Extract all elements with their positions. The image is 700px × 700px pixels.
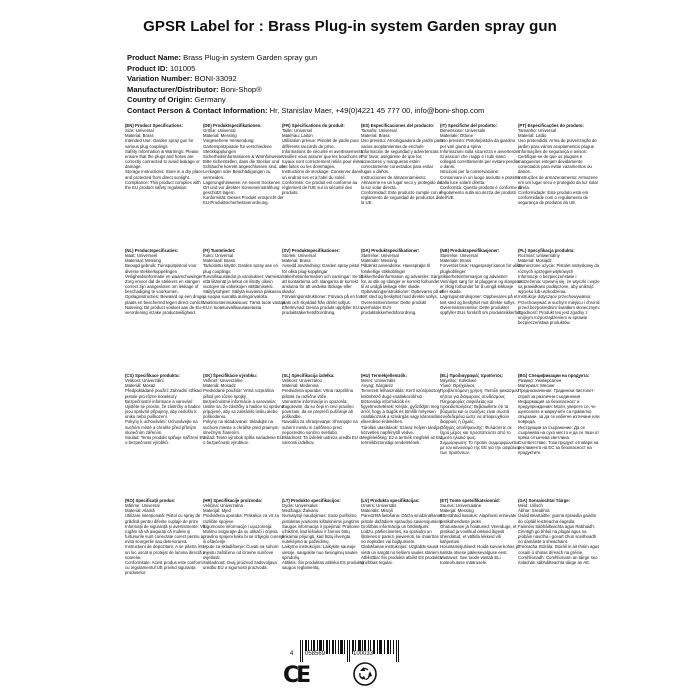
- spec-body: Størrelse: Universal Materiale: Messing Påtænkt anvendelse: Havesprøjte til forskellige stikkoblinger Sikkerhedsinformation og advarsler: Sørg for, at stik og slanger er korrekt forbundet til at undgå lækage eller skade. Opbevaringsinstruktioner: Opbevares på et tørt sted og beskyttet mod direkte sollys. Overensstemmelse: Dette produkt overholder EU's produktsikkerhedsforordning.: [361, 253, 443, 315]
- spec-band: [125, 498, 695, 623]
- spec-heading: (NB) Produktspesifikasjoner:: [440, 248, 500, 253]
- info-value: BONI-33092: [192, 74, 237, 84]
- info-variation-number: [127, 74, 687, 85]
- spec-heading: (SL) Specifikacija izdelka:: [282, 373, 335, 378]
- info-value: Brass Plug-in system Garden spray gun: [181, 53, 318, 62]
- spec-block-ro: [125, 498, 207, 620]
- specifications-grid: [125, 123, 695, 623]
- spec-heading: (ES) Especificaciones del producto:: [361, 123, 435, 128]
- info-value: Germany: [192, 95, 226, 105]
- spec-heading: (CS) Specifikace produktu:: [125, 373, 180, 378]
- info-key: Variation Number:: [127, 74, 193, 84]
- spec-body: Izmērs: Universāls Materiāls: Misiņš Paredzētā lietošana: Dārza smidzināšanas pistole dažādiem spraudņu savienojumiem Drošības informācija un brīdinājumi: Lūdzu, pārliecinieties, ka spraudņi un šļūtenes ir pareizi pievienoti, lai izvairītos no noplūdes vai bojājumiem. Glabāšanas instrukcijas: Uzglabāt sausā vietā un sargāt no tiešiem saules stariem. Atbilstība: Šis produkts atbilst ES produktu drošības regulai.: [361, 503, 443, 565]
- spec-block-pt: [518, 123, 600, 245]
- barcode-right-digits: 100033: [353, 651, 374, 657]
- spec-block-hr: [203, 498, 285, 620]
- spec-body: Taille: Universel Matériau: Laiton Utilisation prévue: Pistolet de jardin pour différents raccords de prise. Informations de sécurité et avertissements: Veuillez vous assurer que les bouchons et tuyaux sont correctement reliés pour éviter les fuites ou les dommages. Instructions de stockage: Conserver dans un endroit sec et à l'abri du soleil. Conformité: Ce produit est conforme au règlement de l'UE sur la sécurité des produits.: [282, 128, 364, 196]
- info-value: Hr. Stanislav Maer, +49(0)4221 45 777 00, info@boni-shop.com: [267, 105, 485, 115]
- spec-block-fr: [282, 123, 364, 245]
- spec-band: [125, 123, 695, 248]
- spec-block-sl: [282, 373, 364, 495]
- spec-heading: (PT) Especificações do produto:: [518, 123, 584, 128]
- info-country-of-origin: [127, 95, 687, 106]
- page-title: GPSR Label for : Brass Plug-in system Garden spray gun: [143, 18, 557, 35]
- spec-body: Dydis: Universalus Medžiaga: Žalvaris Numatytoji naudojimas: Sodo purškimo pistoletas įvairioms kištukinėms jungtims Saugos informacija ir įspėjimai: Prašome užtikrinti, kad kištukai ir žarnos būtų tinkamai prijungti, kad būtų išvengta nutekėjimo ar pažeidimų. Laikymo instrukcijos: Laikykite sausoje vietoje, saugokite nuo tiesioginių saulės spindulių. Atitiktis: Šis produktas atitinka ES produktų saugos reglamentą.: [282, 503, 364, 571]
- spec-block-sv: [282, 248, 364, 370]
- spec-block-el: [440, 373, 522, 495]
- spec-block-nb: [440, 248, 522, 370]
- spec-body: Μέγεθος: Καθολικό Υλικό: Ορείχαλκος Προβλεπόμενη χρήση: Πιστόλι ψεκασμού κήπου για διάφορους συνδέσμους Πληροφορίες ασφαλείας και προειδοποιήσεις: Βεβαιωθείτε ότι τα βύσματα και οι σωλήνες είναι σωστά συνδεδεμένα ώστε να αποφευχθούν διαρροές ή ζημιές. Οδηγίες αποθήκευσης: Φυλάσσετε σε ξηρό μέρος και προστατεύστε από το άμεσο ηλιακό φως. Συμμόρφωση: Το προϊόν συμμορφώνεται με τον κανονισμό της ΕΕ για την ασφάλεια των προϊόντων.: [440, 378, 521, 456]
- spec-block-pl: [518, 248, 600, 370]
- spec-body: Veličina: Univerzalna Materijal: Mjed Predviđena uporaba: Prskalica za vrt za različite spojeve Sigurnosne informacije i upozorenja: Molimo osigurajte da su utikači i crijeva pravilno spojeni kako bi se izbjeglo curenje ili oštećenje. Upute za skladištenje: Čuvati na suhom mjestu zaštićeno od izravne sunčeve svjetlosti. Sukladnost: Ovaj proizvod zadovoljava uredbu EU o sigurnosti proizvoda.: [203, 503, 285, 571]
- info-product-name: [127, 53, 687, 64]
- info-key: Country of Origin:: [127, 95, 193, 105]
- spec-block-sk: [203, 373, 285, 495]
- spec-heading: (DA) Produktspecifikationer:: [361, 248, 420, 253]
- spec-heading: (IT) Specifiche del prodotto:: [440, 123, 498, 128]
- spec-body: Tamanho: Universal Material: Latão Uso pretendido: Arma de pulverização de jardim para vários acoplamentos plugue Informações de segurança e avisos: Certifique-se de que os plugues e mangueiras estejam devidamente conectados para evitar vazamentos ou danos. Instruções de armazenamento: Armazene em um lugar seco e protegido da luz solar direta. Conformidade: Este produto está em conformidade com o regulamento de segurança de produtos da UE.: [518, 128, 599, 206]
- info-key: Manufacturer/Distributor:: [127, 84, 219, 94]
- spec-body: Méid: Uilíoch Ábhar: Sreabhra Úsáid Beartaithe: gunna spraeála gairdín do cúpláil leictreacha éagsúla Faisnéis Sábháilteachta agus Rabhaidh: Cinntigh go bhfuil na plugaí agus na píobáin nasctha i gceart chun sceitheadh nó damáiste a sheachaint. Treoracha Stórála: Stóráil in áit thirim agus cosain ó sholas díreach na gréine. Comhlíonadh: Comhlíonann an táirge seo rialachán sábháilteachta táirge an AE.: [518, 503, 600, 565]
- info-value: 101005: [167, 63, 196, 73]
- spec-heading: (EL) Προδιαγραφές προϊόντος:: [440, 373, 504, 378]
- spec-block-de: [203, 123, 285, 245]
- spec-body: Velikost: Univerzální Materiál: Mosaz Předpokládané použití: Zahradní stříkací pistole pro různé konektory Bezpečnostní informace a varování: Ujistěte se prosím, že zástrčky a hadice jsou správně připojeny, aby nedošlo k úniku nebo poškození. Pokyny k uchovávání: Uchovávejte na suchém místě a chraňte před přímým slunečním zářením. Soulad: Tento produkt splňuje nařízení EU o bezpečnosti výrobků.: [125, 378, 206, 446]
- spec-body: Størrelse: Universal Materiale: Brass Forventet bruk: Hagesprøyt kanon for ulike plugkoblinger Sikkerhetsinformasjon og advarsler: Vennligst sørg for at pluggene og slangene er riktig forbundet for å unngå lekkasje eller skade. Lagringsinstruksjoner: Oppbevares på et tørt sted og beskyttet mot direkte sollys. Overensstemmelse: Dette produktet oppfyller EUs forskrift om produktsikkerhet.: [440, 253, 522, 315]
- spec-heading: (RO) Specificații produs:: [125, 498, 176, 503]
- info-contact: [127, 106, 687, 117]
- ce-mark-icon: CE: [283, 663, 309, 688]
- spec-block-cs: [125, 373, 207, 495]
- spec-heading: (LV) Produkta specifikācijas:: [361, 498, 420, 503]
- spec-block-bg: [518, 373, 600, 495]
- spec-body: Suurus: Universaalne Materjal: Messing Ettenähtud kasutus: Aiapihusti erinevate pistikühenduste jaoks Ohutusteave ja hoiatused: Veenduge, et pistikud ja voolikud oleksid õigesti ühendatud, et vältida lekkeid või kahjustusi. Hoiustamisjuhised: Hoida kuivas kohas ja kaitsta otsese päikesevalguse eest. Vastavus: See toode vastab ELi tooteohutuse määrusele.: [440, 503, 520, 565]
- spec-body: Rozmiar: Uniwersalny Materiał: Mosiądz Zamierzone użycie: Pistolet natryskowy do różnych sprzęgieł wtykowych Informacje o bezpieczeństwie i ostrzeżenia: Upewnij się, że wtyczki i węże są prawidłowo podłączone, aby uniknąć wycieku lub uszkodzenia. Instrukcje dotyczące przechowywania: Przechowywać w suchym miejscu i chronić przed bezpośrednim światłem słonecznym. Zgodność: Produkt ten jest zgodny z unijnym rozporządzeniem w sprawie bezpieczeństwa produktów.: [518, 253, 600, 326]
- spec-heading: (HU) Termékjellemzők:: [361, 373, 408, 378]
- info-product-id: [127, 64, 687, 75]
- spec-body: Storlek: Universal Material: Brass Avsedd användning: Garden spray pistol för olika plug-kopplingar Säkerhetsinformation och varningar: Se till att kontakterna och slangarna är korrekt anslutna för att undvika läckage eller skador. Förvaringsinstruktioner: Förvara på en torr plats och skyddad från direkt solljus. Efterlevnad: Denna produkt uppfyller EU:s produktsäkerhetsförordning.: [282, 253, 363, 315]
- spec-body: Koko: Universal Materiaali: Brass Tarkoitettu käyttö: Garden spray ase eri plug couplings Turvallisuustiedot ja varoitukset: Varmista että liitännät ja letkut on liitetty oikein vuotojen tai vahinkojen välttämiseksi. Säilytysohjeet: Säilytä kuivassa paikassa ja suojaa suoralta auringonvalolta. Vaatimustenmukaisuus: Tämä tuote vastaa EU:n tuoteturvallisuusasetusta.: [203, 253, 285, 310]
- info-value: Boni-Shop®: [218, 84, 262, 94]
- spec-heading: (BG) Спецификации на продукта:: [518, 373, 590, 378]
- barcode-leading-digit: 4: [290, 651, 294, 657]
- spec-heading: (GA) Sonraíochtaí Táirge:: [518, 498, 571, 503]
- spec-body: Dimensione: Universale Materiale: Ottone Uso previsto: Pistola/pistola da giardino per vari giunti a spina Informazioni sulla sicurezza e avvertenze: Si assicuri che i tappi e i tubi siano collegati correttamente per evitare perdite o danni. Istruzioni per la conservazione: Conservare in un luogo asciutto e protetto dalla luce solare diretta. Conformità: Questo prodotto è conforme al regolamento sulla sicurezza dei prodotti dell'UE.: [440, 128, 522, 201]
- spec-body: Velikost: Univerzalno Material: Medenina Predvidena uporaba: Vrtna razpršilna pištola za različne vtiče Varnostne informacije in opozorila: Zagotovite, da so čepi in cevi pravilno povezani, da se prepreči puščanje ali poškodbe. Navodila za shranjevanje: Shranjujte na suhem mestu in zaščiteno pred neposredno sončno svetlobo. Skladnost: Ta izdelek ustreza uredbi EU o varnosti izdelkov.: [282, 378, 362, 446]
- info-manufacturer: [127, 85, 687, 96]
- spec-heading: (ET) Toote spetsifikatsioonid:: [440, 498, 501, 503]
- spec-body: Mărime: Universal Material: Alamă Utilizare intenționată: Pistol cu spray de grădină pentru diferite cuplaje de prize Informații de siguranță și avertismente: Vă rugăm să vă asigurați că mufele și furtunurile sunt conectate corect pentru a evita scurgerile sau deteriorarea. Instrucțiuni de depozitare: A se păstra într-un loc uscat și protejat de lumina directă a soarelui. Conformitate: Acest produs este conform cu regulamentul UE privind siguranța produselor.: [125, 503, 206, 576]
- spec-block-it: [440, 123, 522, 245]
- spec-heading: (PL) Specyfikacja produktu:: [518, 248, 575, 253]
- spec-heading: (LT) Produkto specifikacijos:: [282, 498, 341, 503]
- spec-heading: (SK) Špecifikácie výrobku:: [203, 373, 258, 378]
- info-key: Product ID:: [127, 63, 168, 73]
- spec-block-hu: [361, 373, 443, 495]
- spec-block-nl: [125, 248, 207, 370]
- spec-band: [125, 373, 695, 498]
- barcode-left-digits: 058569: [305, 651, 326, 657]
- spec-body: Размер: Универсален Материал: Месинг Предназначение: Градински пистолет-спрей за различни съединения Информация за безопасност и предупреждения: Моля, уверете се, че щепселите и маркучите са правилно свързани, за да се избегне изтичане или повреда. Инструкции за съхранение: Да се съхранява на сухо място и да се пази от пряка слънчева светлина. Съответствие: Този продукт отговаря на регламента на ЕС за безопасност на продуктите.: [518, 378, 600, 456]
- info-key: Product Name:: [127, 53, 182, 62]
- spec-band: [125, 248, 695, 373]
- spec-block-en: [125, 123, 207, 245]
- spec-block-lt: [282, 498, 364, 620]
- spec-body: Tamaño: Universal Material: Brass Uso previsto: Amortiguadora de jardín para varios acoplamientos de enchufe Información de seguridad y advertencias: Por favor, asegúrese de que los conectores y mangueras estén correctamente conectados para evitar fugas o daños. Instrucciones de almacenamiento: Almacene en un lugar seco y protegido de la luz solar directa. Conformidad: Este producto cumple con el reglamento de seguridad de productos de la UE.: [361, 128, 443, 206]
- spec-block-fi: [203, 248, 285, 370]
- spec-heading: (NL) Productspecificaties:: [125, 248, 179, 253]
- spec-heading: (SV) Produktspecifikationer:: [282, 248, 340, 253]
- spec-block-et: [440, 498, 522, 620]
- spec-body: Size: Universal Material: Brass Intended Use: Garden spray gun for various plug couplings Safety Information & Warnings: Please ensure that the plugs and hoses are correctly connected to avoid leakage or damage. Storage Instructions: Store in a dry place and protected from direct sunlight. Compliance: This product complies with the EU product safety regulation.: [125, 128, 203, 190]
- product-info: [127, 53, 687, 117]
- spec-body: Maat: Universeel Materiaal: Messing Beoogd gebruik: Tuinspuitpistool voor diverse stekkerkoppelingen Veiligheidsinformatie en waarschuwingen: Zorg ervoor dat de stekkers en slangen correct zijn aangesloten om lekkage of beschadiging te voorkomen. Opslaginstructies: Bewaard op een droge plaats en beschermd tegen direct zonlicht. Naleving: Dit product voldoet aan de EU-verordening inzake productveiligheid.: [125, 253, 206, 315]
- spec-heading: (DE) Produktspezifikationen:: [203, 123, 262, 128]
- spec-body: Veľkosť: Univerzálne Materiál: Mosadz Predvídané použitie: Vrtná rozprášna pištoľ pre rôzne spojky Bezpečnostné informácie a varovania: Uistite sa, že zástrčky a hadice sú správne pripojené, aby sa zabránilo úniku alebo poškodeniu. Pokyny na skladovanie: Skladujte na suchom mieste a chráňte pred priamym slnečným žiarením. Súlad: Tento výrobok spĺňa nariadenie EÚ o bezpečnosti výrobkov.: [203, 378, 285, 446]
- spec-body: Méret: Univerzális Anyag: Sárgaréz Tervezett felhasználás: Kerti szórópisztoly különböző dugó-csatlakozókhoz Biztonsági információk és figyelmeztetések: Kérjük, győződjön meg arról, hogy a dugók és tömlők helyesen csatlakoznak a szivárgás vagy károsodás elkerülése érdekében. Tárolási utasítások: Száraz helyen tárolja, közvetlen napfénytől védve. Megfelelőség: Ez a termék megfelel az EU termékbiztonsági rendeletének.: [361, 378, 443, 446]
- spec-block-da: [361, 248, 443, 370]
- spec-block-ga: [518, 498, 600, 620]
- spec-heading: (HR) Specifikacije proizvoda:: [203, 498, 263, 503]
- recycling-icon: [352, 661, 378, 687]
- spec-block-es: [361, 123, 443, 245]
- spec-block-lv: [361, 498, 443, 620]
- spec-heading: (FR) Spécifications du produit:: [282, 123, 345, 128]
- spec-heading: (EN) Product Specifications:: [125, 123, 184, 128]
- info-key: Contact Person & Contact Information:: [127, 105, 268, 115]
- spec-heading: (FI) Tuotetiedot:: [203, 248, 236, 253]
- spec-body: Größe: Universal Material: Messing Vorgesehene Verwendung: Gartenspritzpistole für verschiedene Steckkupplungen Sicherheitsinformationen & Warnhinweise: Bitte sicherstellen, dass die Stecker und Schläuche korrekt angeschlossen sind, um Leckagen oder Beschädigungen zu vermeiden. Lagerungshinweise: An einem trockenen Ort und vor direkter Sonneneinstrahlung geschützt lagern. Konformität: Dieses Produkt entspricht der EU-Produktsicherheitsverordnung.: [203, 128, 285, 206]
